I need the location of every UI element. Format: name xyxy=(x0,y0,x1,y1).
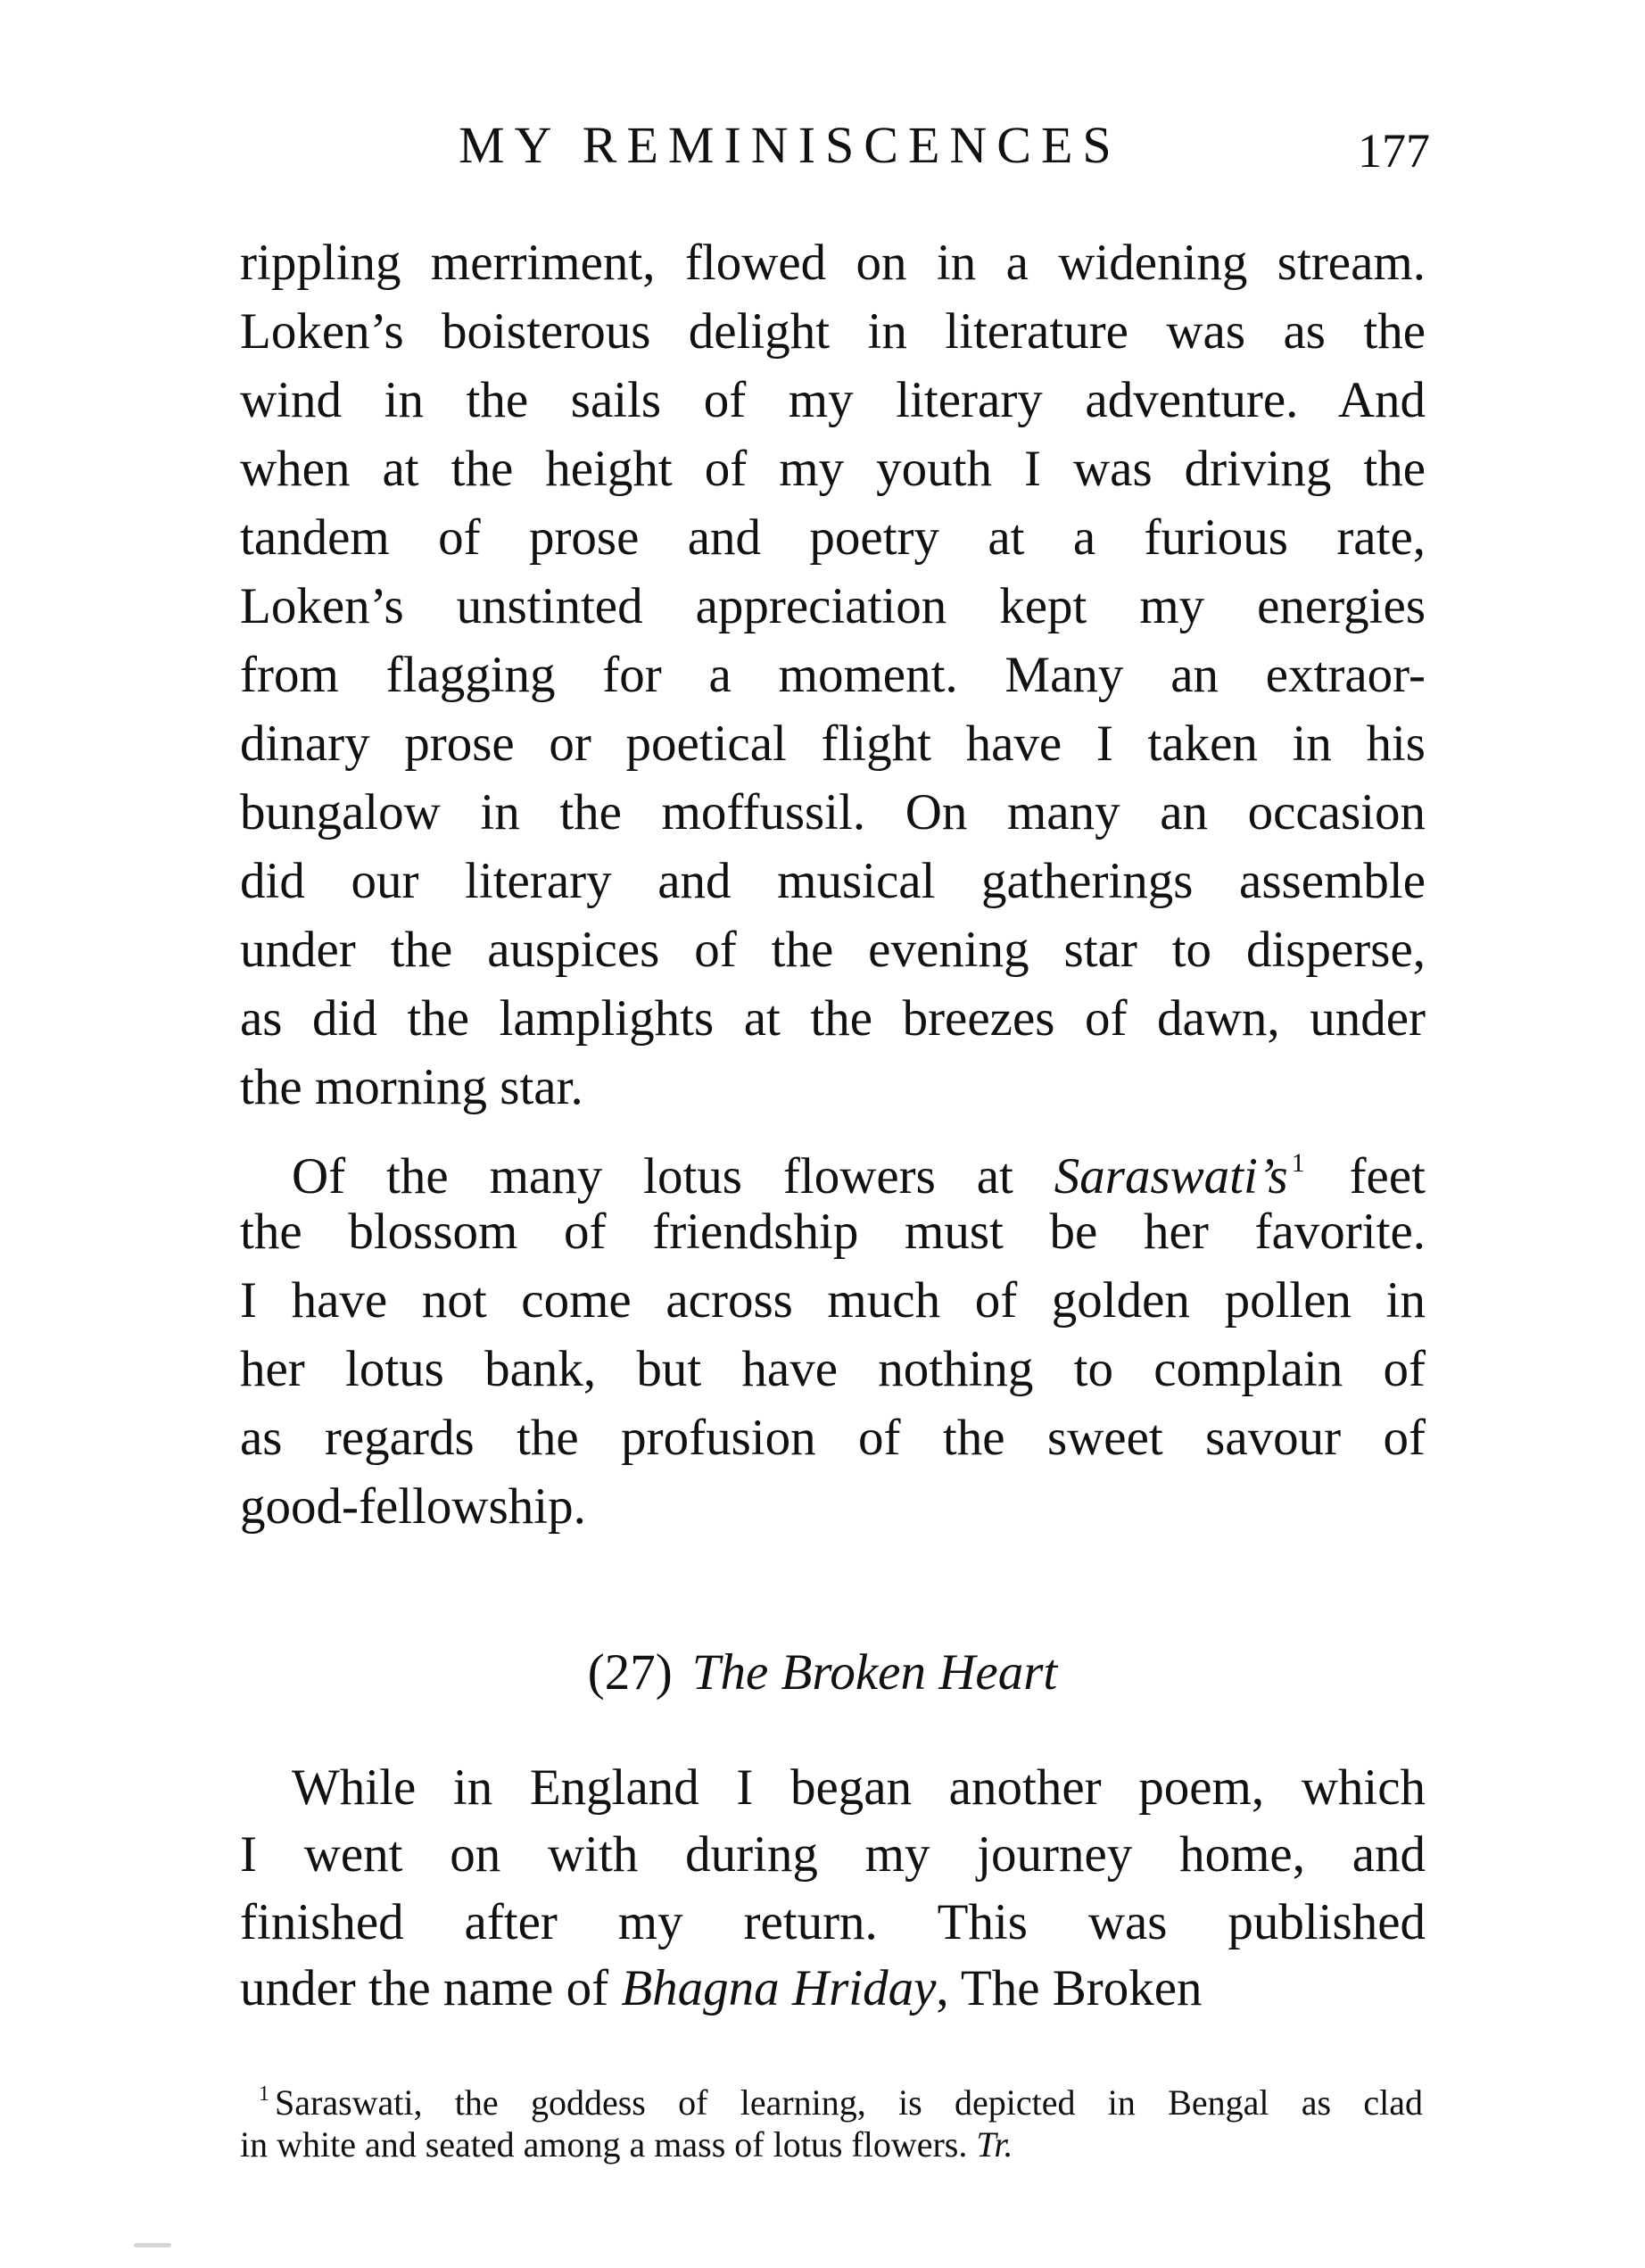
text-run: as regards the profusion of the sweet savour of xyxy=(240,1410,1426,1466)
text-run: finished after my return. This was published xyxy=(240,1894,1426,1950)
text-run: her lotus bank, but have nothing to complain of xyxy=(240,1341,1426,1397)
text-line xyxy=(240,1757,1426,1819)
text-line xyxy=(240,1201,1426,1263)
italic-text: Bhagna Hriday xyxy=(621,1960,937,2016)
page-number: 177 xyxy=(1358,124,1430,178)
text-line xyxy=(240,1132,1426,1204)
footnote-line xyxy=(259,2072,1423,2125)
footnote-marker: 1 xyxy=(1291,1148,1305,1178)
text-run: when at the height of my youth I was driving the xyxy=(240,441,1426,497)
text-line xyxy=(240,1270,1426,1332)
text-line xyxy=(240,507,1426,569)
text-line xyxy=(240,1338,1426,1401)
section-heading xyxy=(0,1642,1645,1704)
text-run: from flagging for a moment. Many an extraor- xyxy=(240,647,1426,703)
text-line xyxy=(240,232,1426,294)
scan-speck xyxy=(134,2243,171,2247)
text-run: feet xyxy=(1308,1148,1426,1204)
footnote-marker: 1 xyxy=(259,2082,269,2106)
text-run: bungalow in the moffussil. On many an occasion xyxy=(240,784,1426,840)
running-title: MY REMINISCENCES xyxy=(459,116,1121,174)
text-line xyxy=(240,301,1426,363)
text-line xyxy=(240,575,1426,638)
italic-text: Saraswati’s xyxy=(1054,1148,1288,1204)
text-line xyxy=(240,1407,1426,1469)
text-line xyxy=(240,988,1426,1050)
text-line xyxy=(240,1056,1426,1119)
text-run: I went on with during my journey home, and xyxy=(240,1826,1426,1883)
text-line xyxy=(240,369,1426,432)
text-run: good-fellowship. xyxy=(240,1478,586,1535)
text-run: , The Broken xyxy=(936,1960,1203,2016)
text-run: in white and seated among a mass of lotus flowers. xyxy=(240,2124,977,2165)
text-line xyxy=(240,919,1426,981)
text-run: under the auspices of the evening star to disperse, xyxy=(240,922,1426,978)
text-line xyxy=(240,644,1426,707)
text-run: as did the lamplights at the breezes of dawn, under xyxy=(240,990,1426,1047)
text-run: did our literary and musical gatherings assemble xyxy=(240,853,1426,909)
text-line xyxy=(240,1476,1426,1538)
text-run: dinary prose or poetical flight have I taken in his xyxy=(240,716,1426,772)
text-run: under the name of xyxy=(240,1960,622,2016)
text-line xyxy=(240,713,1426,775)
text-run: While in England I began another poem, which xyxy=(292,1759,1426,1816)
text-run: the blossom of friendship must be her favorite. xyxy=(240,1204,1426,1260)
text-run: Loken’s unstinted appreciation kept my energies xyxy=(240,578,1426,634)
section-title: The Broken Heart xyxy=(691,1644,1058,1701)
text-run: the morning star. xyxy=(240,1059,583,1115)
text-run: Loken’s boisterous delight in literature was as the xyxy=(240,303,1426,360)
text-run: rippling merriment, flowed on in a widening stream. xyxy=(240,235,1426,291)
text-run: Saraswati, the goddess of learning, is depicted in Bengal as clad xyxy=(275,2082,1423,2123)
text-line xyxy=(240,782,1426,844)
section-number: (27) xyxy=(587,1644,673,1701)
text-line xyxy=(240,438,1426,501)
text-line xyxy=(240,1824,1426,1886)
text-run: wind in the sails of my literary adventure. And xyxy=(240,372,1426,428)
text-run: tandem of prose and poetry at a furious rate, xyxy=(240,509,1426,566)
footnote-line xyxy=(240,2123,1423,2167)
text-line xyxy=(240,850,1426,913)
italic-text: Tr. xyxy=(976,2124,1013,2165)
text-line xyxy=(240,1958,1426,2020)
text-run: I have not come across much of golden pollen in xyxy=(240,1272,1426,1329)
text-line xyxy=(240,1891,1426,1954)
text-run: Of the many lotus flowers at xyxy=(292,1148,1054,1204)
